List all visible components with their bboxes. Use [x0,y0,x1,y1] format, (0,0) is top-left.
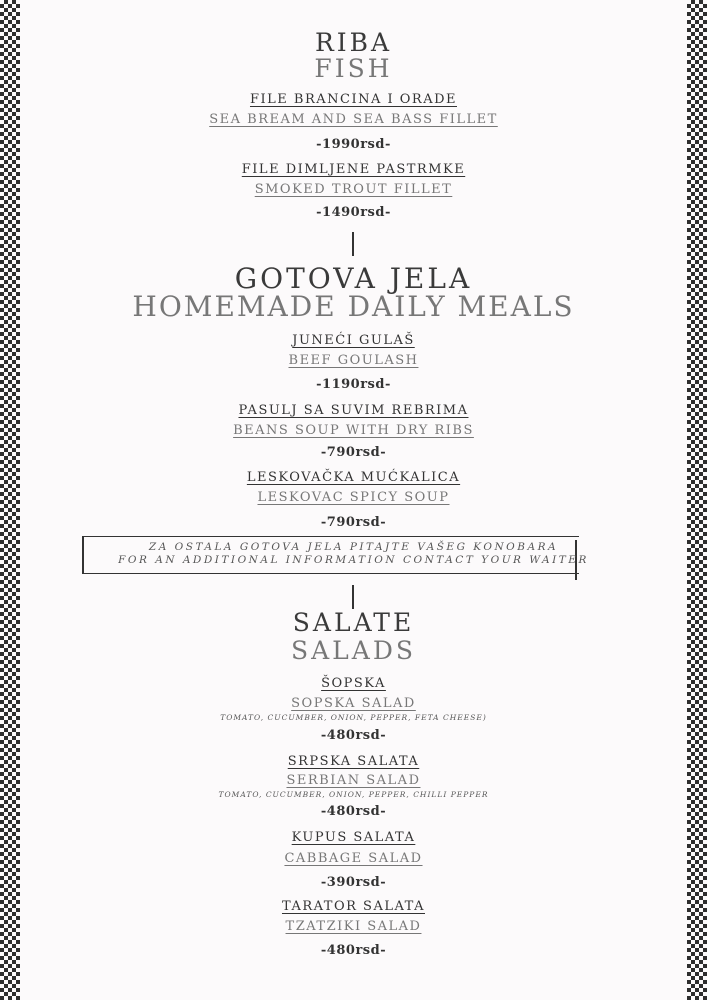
salads-section-subtitle: SALADS [290,636,416,665]
right-ornamental-border [687,0,707,1000]
menu-item-english: SERBIAN SALAD [286,773,421,788]
menu-item-english: TZATZIKI SALAD [285,919,422,934]
menu-item-name: FILE BRANCINA I ORADE [249,92,457,107]
menu-item-description: TOMATO, CUCUMBER, ONION, PEPPER, CHILLI PEPPER [218,790,489,799]
menu-item-english: SOPSKA SALAD [291,696,416,711]
menu-item-english: BEANS SOUP WITH DRY RIBS [233,423,474,438]
menu-item-description: TOMATO, CUCUMBER, ONION, PEPPER, FETA CHEESE) [220,713,487,722]
notice-text-english: FOR AN ADDITIONAL INFORMATION CONTACT YOUR WAITER [118,554,589,566]
meals-section-title: GOTOVA JELA [234,262,473,295]
menu-item-name: FILE DIMLJENE PASTRMKE [241,162,466,177]
menu-item-name: PASULJ SA SUVIM REBRIMA [238,403,469,418]
menu-item-english: BEEF GOULASH [288,353,419,368]
left-ornamental-border [0,0,20,1000]
section-divider [352,585,354,609]
menu-item-price: -480rsd- [320,804,387,819]
menu-item-price: -1490rsd- [316,205,391,220]
menu-item-name: SRPSKA SALATA [287,754,420,769]
menu-item-price: -1990rsd- [316,137,391,152]
menu-item-english: CABBAGE SALAD [284,851,423,866]
salads-section-title: SALATE [292,608,415,637]
menu-item-name: ŠOPSKA [321,676,386,691]
menu-item-english: LESKOVAC SPICY SOUP [257,490,450,505]
fish-section-subtitle: FISH [314,54,393,83]
menu-item-price: -390rsd- [320,875,387,890]
menu-item-english: SMOKED TROUT FILLET [254,182,453,197]
fish-section-title: RIBA [314,28,393,57]
menu-item-name: TARATOR SALATA [281,899,425,914]
menu-item-price: -480rsd- [320,943,387,958]
meals-section-subtitle: HOMEMADE DAILY MEALS [132,290,575,323]
menu-item-english: SEA BREAM AND SEA BASS FILLET [209,112,498,127]
menu-item-name: KUPUS SALATA [291,830,416,845]
menu-item-price: -1190rsd- [316,377,391,392]
menu-item-price: -480rsd- [320,728,387,743]
notice-text-serbian: ZA OSTALA GOTOVA JELA PITAJTE VAŠEG KONOBARA [148,541,559,553]
menu-item-price: -790rsd- [320,515,387,530]
menu-item-name: JUNEĆI GULAŠ [292,333,415,348]
menu-page-lower [20,0,687,1000]
menu-item-price: -790rsd- [320,445,387,460]
menu-item-name: LESKOVAČKA MUĆKALICA [246,470,461,485]
